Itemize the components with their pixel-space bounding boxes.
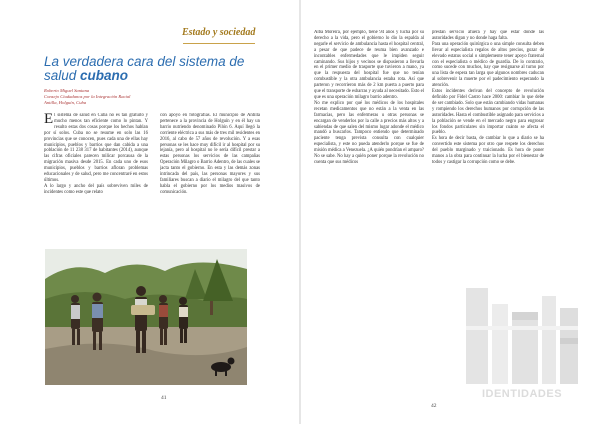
section-label: Estado y sociedad: [182, 27, 256, 38]
paragraph: Es hora de decir basta, de cambiar lo que a diario se ha convertido este sistema por otro que respete los derechos del pueblo marginado y traicionado. Es hora de poner manos a la obra para continuar la lucha por el bienestar de todos y castigar la corrupción como se debe.: [432, 136, 544, 165]
left-column-1: [44, 113, 148, 245]
drop-cap: E: [44, 113, 54, 127]
author-name: Roberto Miguel Santana: [44, 88, 90, 93]
paragraph: Estos incidentes derivan del concepto de revolución definido por Fidel Castro hace 2000: cambiar lo que debe de ser cambiado. Solo que están cambiando vidas humanas y rompiendo los derechos humanos por corrupción de las autoridades. Hasta el combustible asignado para servicios a la población se vende en el mercado negro para engrosar los fondos particulares sin importar cuánto se afecta el pueblo.: [432, 89, 544, 136]
paragraph: Alba Moreira, por ejemplo, tiene 94 años y lucha por su derecho a la vida, pero el gobierno lo dio la espalda al negarle el servicio de ambulancia hasta el hospital central, a pesar de que padece de reuma bien avanzado e incontables enfermedades que le impiden seguir caminando. Sus hijos y vecinos se dispusieron a llevarla en el primer medio de trasporte que tuvieron a mano, ya que la respuesta del hospital fue que no tenían combustible y la otra ambulancia estaba rota. Así que parteron y recorrieron más de 2 km puerta a puerto para que el transporte de esbarras y ayuda al necesitado. Esto el que es una operación milagro barrio adentro.: [314, 30, 424, 100]
right-column-2: [432, 30, 544, 278]
article-photo: [45, 249, 247, 385]
left-page: [0, 0, 299, 424]
right-column-1: [314, 30, 424, 262]
watermark-figure-icon: [462, 282, 582, 386]
paragraph: No me explico por qué los médicos de los hospitales recetan medicamentos que no están a la venta en las farmacias, pero las enfermeras u otras personas se encargan de venderlos por la calle a precios más altos y a sabiendas de que salen del mismo lugar adonde el médico mandó a buscarlos. Tampoco entiendo que determinado paciente tenga prevista consulta con cualquier especialista, y este no pueda atenderlo porque se fue de misión médica a Venezuela. ¿A quién pondrían el amparo? No se sabe. No hay a quién poner porque la revolución no cuenta que sus médicos: [314, 100, 424, 165]
author-location: Antilla, Holguín, Cuba: [44, 100, 87, 105]
byline: [44, 88, 204, 106]
title-line1: La verdadera cara del sistema de: [44, 54, 245, 69]
paragraph: A lo largo y ancho del país sobreviven miles de incidentes como este que relato: [44, 183, 148, 195]
left-column-2: [160, 113, 260, 245]
article-title: [44, 55, 264, 83]
page-number: 41: [161, 395, 167, 401]
right-page: [301, 0, 600, 424]
paragraph: prestan servicio afuera y hay que estar donde las autoridades digan y no donde haga falta.: [432, 30, 544, 41]
title-word-cubano: cubano: [80, 68, 129, 83]
page-number: 42: [431, 403, 437, 409]
paragraph: Para una operación quirúrgica o una simple consulta deben llevar al especialista regalos de altos precios, gozar de elevado estatus social o simplemente tener apoyo fraternal con el especialista o médico de guardia. De lo contrario, como sucede con muchos, hay que resignarse al turno por una lista de espera tan larga que algunos nombres caducan al sobrevenir la muerte por el padecimiento esperando la atención.: [432, 41, 544, 89]
author-org: Consejo Ciudadanos por la Integración Racial: [44, 94, 131, 99]
paragraph: l sistema de salud en Cuba no es tan gratuito y mucho menos tan eficiente como lo pintan. Y resulto estas dos cosas porque los hechos hablan por sí solos. Cuba no se resume en solo las 16 provincias que se conocen, pues cada una de ellas hay municipios, pueblos y barrios que dan cabida a una población de 11 238 317 de habitantes (2014), aunque las cifras oficiales parecen milicar porcausa de la migración masiva desde 2015. En cada uno de esos municipios, pueblos y barrios afloran problemas educacionales y de salud, pero me concentraré en estos últimos.: [44, 113, 148, 183]
magazine-watermark-logo: [462, 282, 582, 400]
section-rule: [183, 43, 255, 44]
title-word-salud: salud: [44, 68, 77, 83]
watermark-text: IDENTIDADES: [481, 388, 563, 400]
paragraph: con apoyo en fotografías. El municipio de Antilla pertenece a la provincia de Holguín y en él hay un barrio nutriendo denominado Pilón 6. Aquí llegó la corriente eléctrica a sus más de tres mil residentes en 2016, al cabo de 57 años de revolución. Y a esas personas se les hace muy difícil ir al hospital por su lejanía, pero al hospital no le sería difícil prestar a estas personas los servicios de las campañas Operación Milagro o Barrio Adentro, de las cuales se jacta tanto el gobierno. En esta y las demás zonas intrincada del país, las personas mayores y sus familiares buscan a diario el milagro del que tanto habla el gobierno por los medios masivos de comunicación.: [160, 113, 260, 195]
photo-villagers-illustration: [45, 249, 247, 385]
